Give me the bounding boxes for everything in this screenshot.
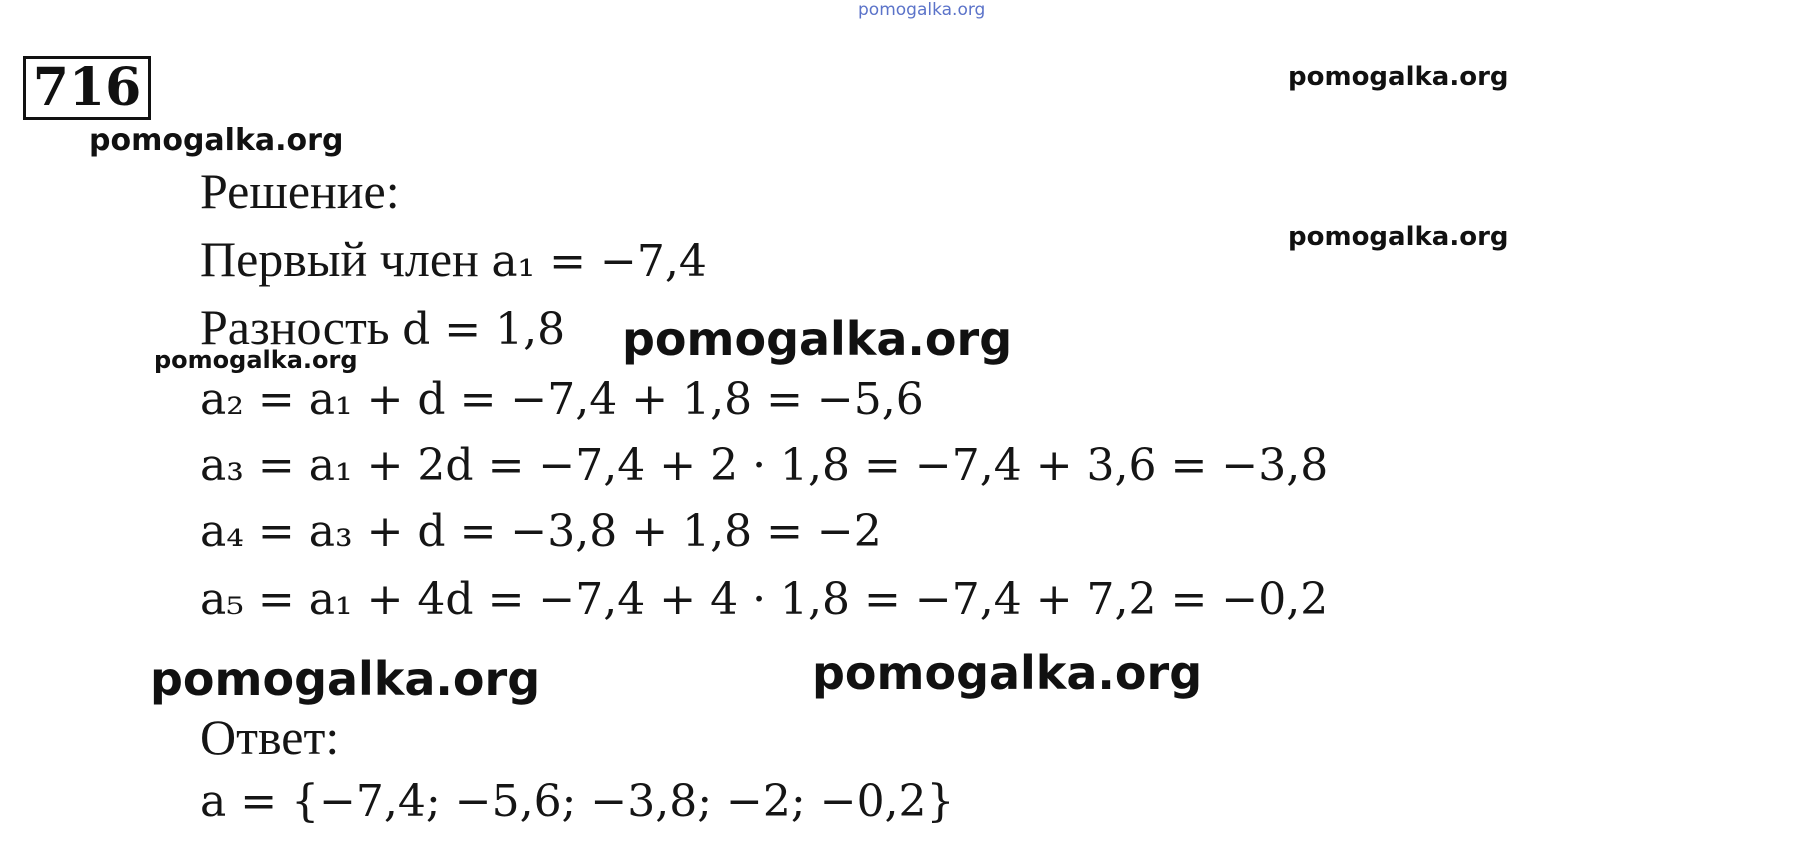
difference-text: Разность (200, 299, 390, 355)
watermark-right-2: pomogalka.org (1288, 222, 1509, 252)
answer-set: a = {−7,4; −5,6; −3,8; −2; −0,2} (200, 776, 955, 827)
answer-label: Ответ: (200, 709, 340, 765)
watermark-bottom-left: pomogalka.org (150, 652, 541, 706)
difference-value: d = 1,8 (402, 304, 566, 355)
watermark-left-1: pomogalka.org (89, 123, 344, 158)
term-a5-line: a₅ = a₁ + 4d = −7,4 + 4 · 1,8 = −7,4 + 7,2 = −0,2 (200, 574, 1329, 625)
first-term-line (200, 231, 707, 287)
problem-number: 716 (23, 56, 151, 120)
first-term-value: a₁ = −7,4 (491, 236, 707, 287)
term-a2-line: a₂ = a₁ + d = −7,4 + 1,8 = −5,6 (200, 374, 924, 425)
difference-line (200, 299, 566, 355)
watermark-top: pomogalka.org (858, 0, 986, 20)
watermark-bottom-center: pomogalka.org (812, 646, 1203, 700)
watermark-right-1: pomogalka.org (1288, 62, 1509, 92)
first-term-text: Первый член (200, 231, 479, 287)
watermark-left-2: pomogalka.org (154, 346, 358, 374)
term-a4-line: a₄ = a₃ + d = −3,8 + 1,8 = −2 (200, 506, 882, 557)
solution-label: Решение: (200, 163, 400, 219)
term-a3-line: a₃ = a₁ + 2d = −7,4 + 2 · 1,8 = −7,4 + 3,6 = −3,8 (200, 440, 1329, 491)
watermark-center-1: pomogalka.org (622, 312, 1013, 366)
